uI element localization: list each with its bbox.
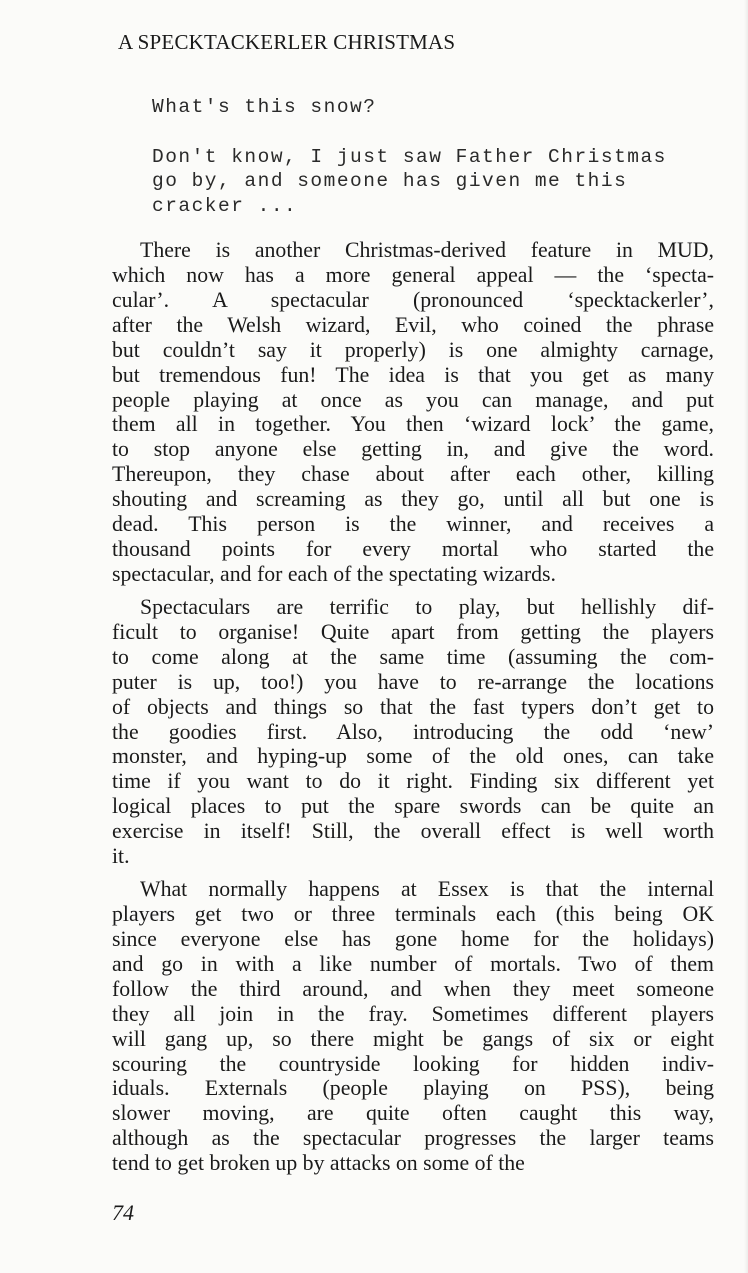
running-head: A SPECKTACKERLER CHRISTMAS [118,30,456,54]
text-line: Thereupon, they chase about after each other, killing [112,462,714,487]
text-line: There is another Christmas-derived feature in MUD, [140,238,714,262]
text-line: cular’. A spectacular (pronounced ‘specktackerler’, [112,287,714,312]
text-line: players get two or three terminals each (this being OK [112,901,714,926]
text-line: of objects and things so that the fast typers don’t get to [112,694,714,719]
text-line: which now has a more general appeal — the ‘specta- [112,262,714,287]
text-line: shouting and screaming as they go, until all but one is [112,487,714,512]
text-line: follow the third around, and when they meet someone [112,976,714,1001]
text-line: tend to get broken up by attacks on some of the [112,1151,525,1176]
text-line: exercise in itself! Still, the overall effect is well worth [112,819,714,844]
text-line: Spectaculars are terrific to play, but hellishly dif- [140,594,714,619]
text-line: people playing at once as you can manage, and put [112,387,714,412]
excerpt-line: Don't know, I just saw Father Christmas [152,145,667,168]
text-line: thousand points for every mortal who started the [112,537,714,562]
excerpt-line: What's this snow? [152,96,377,118]
text-line: iduals. Externals (people playing on PSS), being [112,1076,714,1101]
text-line: slower moving, are quite often caught this way, [112,1101,714,1126]
text-line: but tremendous fun! The idea is that you get as many [112,362,714,387]
text-line: to stop anyone else getting in, and give the word. [112,437,714,462]
text-line: them all in together. You then ‘wizard lock’ the game, [112,412,714,437]
text-line: What normally happens at Essex is that the internal [140,877,714,902]
paragraph [112,238,714,587]
text-line: although as the spectacular progresses the larger teams [112,1126,714,1151]
text-line: they all join in the fray. Sometimes different players [112,1001,714,1026]
text-line: but couldn’t say it properly) is one almighty carnage, [112,337,714,362]
text-line: it. [112,844,130,869]
text-line: dead. This person is the winner, and receives a [112,512,714,537]
text-line: the goodies first. Also, introducing the odd ‘new’ [112,719,714,744]
text-line: ficult to organise! Quite apart from getting the players [112,619,714,644]
text-line: and go in with a like number of mortals. Two of them [112,951,714,976]
text-line: monster, and hyping-up some of the old ones, can take [112,744,714,769]
text-line: spectacular, and for each of the spectating wizards. [112,561,556,586]
excerpt-line: go by, and someone has given me this [152,170,628,192]
page-edge-shadow [744,0,748,1273]
page-number: 74 [112,1200,134,1225]
text-line: logical places to put the spare swords can be quite an [112,794,714,819]
text-line: scouring the countryside looking for hidden indiv- [112,1051,714,1076]
excerpt-line: cracker ... [152,194,298,217]
excerpt-gap [152,120,712,145]
paragraph [112,595,714,869]
text-line: will gang up, so there might be gangs of six or eight [112,1026,714,1051]
text-line: puter is up, too!) you have to re-arrange the locations [112,669,714,694]
paragraph [112,877,714,1176]
text-line: to come along at the same time (assuming the com- [112,644,714,669]
body-text [112,238,714,1184]
text-line: time if you want to do it right. Finding six different yet [112,769,714,794]
text-line: since everyone else has gone home for the holidays) [112,926,714,951]
terminal-excerpt [152,95,712,218]
text-line: after the Welsh wizard, Evil, who coined the phrase [112,312,714,337]
